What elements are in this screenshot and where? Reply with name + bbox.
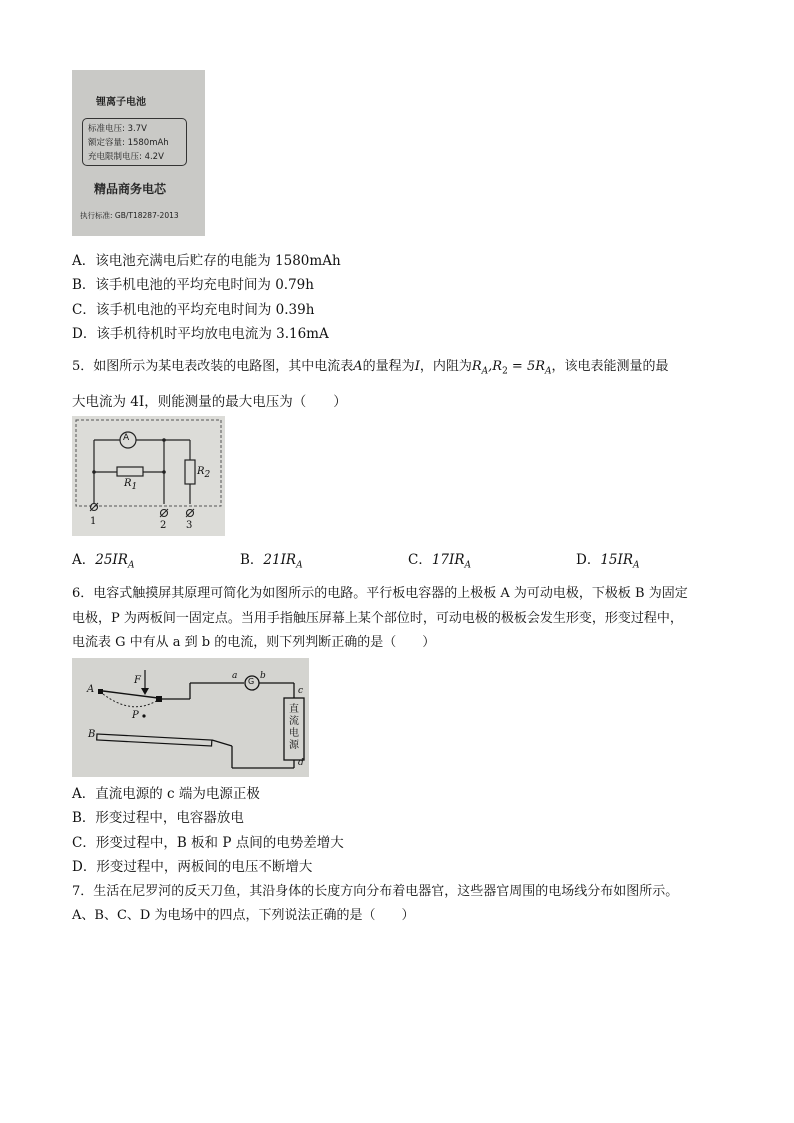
q5-terminal-2: 2	[160, 520, 167, 531]
option-letter: B．	[72, 277, 96, 293]
q6-option-d[interactable]: D．形变过程中，两板间的电压不断增大	[72, 859, 313, 875]
q5-option-b[interactable]: B．$21IR_A$	[240, 552, 303, 571]
q6-dc-source-label: 直流电源	[289, 704, 299, 751]
q6-option-c[interactable]: C．形变过程中，B 板和 P 点间的电势差增大	[72, 835, 344, 851]
q6-galvanometer-label: G	[248, 677, 255, 686]
q6-stem-line2: 电极，P 为两板间一固定点。当用手指触压屏幕上某个部位时，可动电极的极板会发生形变，形变过程中，	[72, 611, 683, 626]
q6-label-a-plate: A	[87, 684, 95, 695]
option-text: 该电池充满电后贮存的电能为 1580mAh	[95, 253, 341, 269]
option-letter: A．	[72, 253, 96, 269]
q6-label-point-p: P	[132, 710, 139, 721]
q6-stem-line3: 电流表 G 中有从 a 到 b 的电流，则下列判断正确的是（ ）	[72, 635, 436, 650]
q6-label-b-plate: B	[88, 729, 96, 740]
battery-standard: 执行标准: GB/T18287-2013	[80, 211, 179, 220]
q5-ammeter-label: A	[123, 433, 130, 443]
battery-spec-voltage: 标准电压: 3.7V	[88, 124, 147, 134]
option-text: 该手机电池的平均充电时间为 0.79h	[95, 277, 314, 293]
q5-terminal-1: 1	[90, 516, 97, 527]
q4-option-d[interactable]	[72, 324, 329, 344]
battery-brand: 精品商务电芯	[94, 182, 167, 196]
battery-spec-capacity: 额定容量: 1580mAh	[88, 138, 169, 148]
battery-title: 锂离子电池	[96, 97, 146, 108]
q6-label-a: a	[232, 671, 238, 681]
q5-r2-label: $R_2$	[197, 466, 211, 480]
q7-stem-line1: 7．生活在尼罗河的反天刀鱼，其沿身体的长度方向分布着电器官，这些器官周围的电场线分布如图所示。	[72, 884, 679, 899]
q4-option-c[interactable]	[72, 300, 314, 320]
q6-stem-line1: 6．电容式触摸屏其原理可简化为如图所示的电路。平行板电容器的上极板 A 为可动电极，下极板 B 为固定	[72, 586, 688, 601]
battery-label-photo	[72, 70, 205, 236]
option-text: 该手机电池的平均充电时间为 0.39h	[95, 302, 315, 318]
q7-stem-line2: A、B、C、D 为电场中的四点，下列说法正确的是（ ）	[72, 908, 415, 923]
q6-capacitor-figure	[72, 658, 309, 777]
q6-label-d: d	[298, 758, 304, 768]
q5-circuit-figure	[72, 416, 225, 536]
q5-stem-line1: 5．如图所示为某电表改装的电路图，其中电流表A的量程为I，内阻为$R_A,R_2 = 5R_A$，该电表能测量的最	[72, 359, 669, 377]
q6-option-a[interactable]: A．直流电源的 c 端为电源正极	[72, 786, 260, 802]
q6-label-c: c	[298, 686, 304, 696]
q5-option-a[interactable]: A．$25IR_A$	[72, 552, 135, 571]
q5-option-c[interactable]: C．$17IR_A$	[408, 552, 472, 571]
q6-label-force: F	[134, 675, 141, 686]
option-letter: D．	[72, 326, 97, 342]
option-text: 该手机待机时平均放电电流为 3.16mA	[96, 326, 329, 342]
q6-option-b[interactable]: B．形变过程中，电容器放电	[72, 810, 244, 826]
q5-stem-line2: 大电流为 4I，则能测量的最大电压为（ ）	[72, 394, 347, 410]
q4-option-b[interactable]	[72, 275, 314, 295]
q5-r1-label: $R_1$	[124, 478, 138, 492]
battery-spec-limit: 充电限制电压: 4.2V	[88, 152, 164, 162]
q6-capacitor-svg	[72, 658, 309, 777]
option-letter: C．	[72, 302, 96, 318]
q5-option-d[interactable]: D．$15IR_A$	[576, 552, 640, 571]
q6-label-b: b	[260, 671, 266, 681]
q4-option-a[interactable]	[72, 251, 341, 271]
q5-terminal-3: 3	[186, 520, 193, 531]
